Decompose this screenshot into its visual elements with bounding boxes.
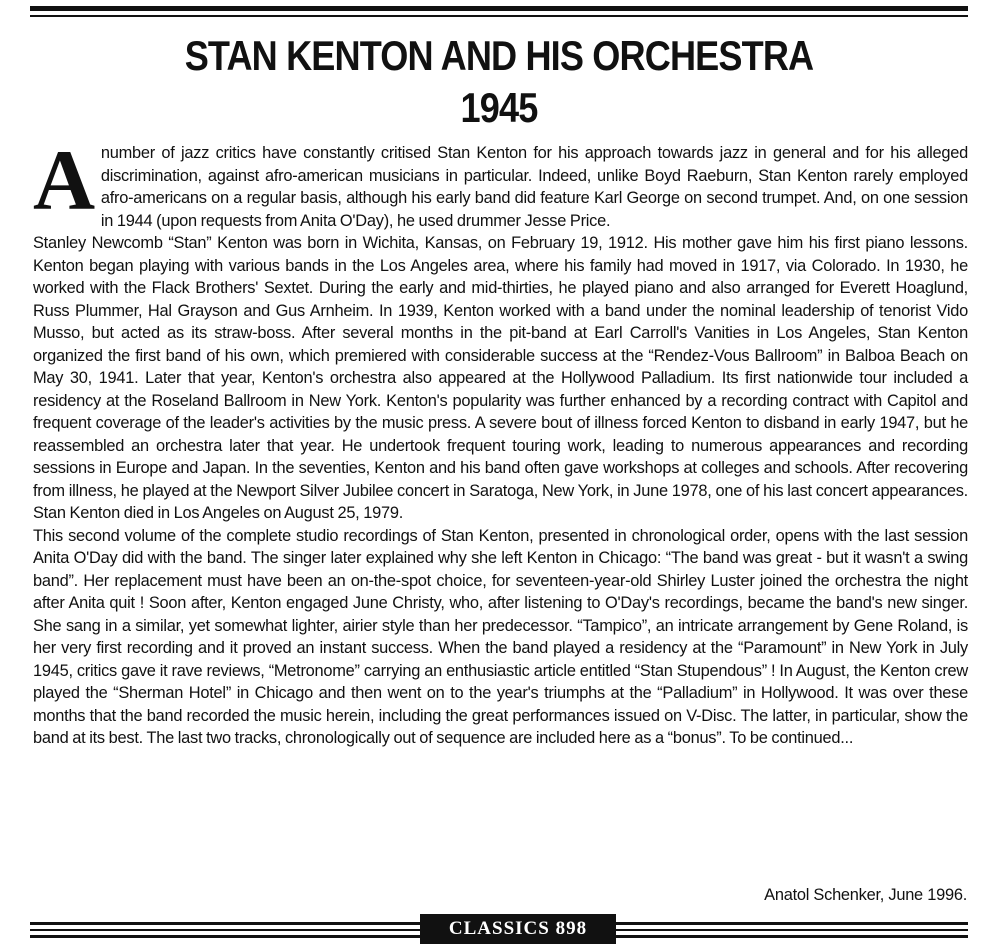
title-line-1: STAN KENTON AND HIS ORCHESTRA — [184, 32, 814, 79]
footer — [30, 914, 968, 944]
top-rule-thick — [30, 6, 968, 11]
top-rule — [30, 6, 968, 17]
paragraph-1 — [33, 132, 968, 232]
page-title — [96, 30, 903, 134]
paragraph-3: This second volume of the complete studio recordings of Stan Kenton, presented in chronological order, opens with the last session Anita O'Day did with the band. The singer later explained why she left Kenton in Chicago: “The band was great - but it wasn't a swing band”. Her replacement must have been an on-the-spot choice, for seventeen-year-old Shirley Luster joined the orchestra the night after Anita quit ! Soon after, Kenton engaged June Christy, who, after listening to O'Day's recordings, became the band's new singer. She sang in a similar, yet somewhat lighter, airier style than her predecessor. “Tampico”, an intricate arrangement by Gene Roland, is her very first recording and it proved an instant success. When the band played a residency at the “Paramount” in New York in July 1945, critics gave it rave reviews, “Metronome” carrying an enthusiastic article entitled “Stan Stupendous” ! In August, the Kenton crew played the “Sherman Hotel” in Chicago and then went on to the year's triumphs at the “Palladium” in Hollywood. It was over these months that the band recorded the music herein, including the great performances issued on V-Disc. The latter, in particular, show the band at its best. The last two tracks, chronologically out of sequence are included here as a “bonus”. To be continued... — [33, 526, 968, 747]
drop-cap: A — [33, 132, 95, 228]
paragraph-1-text: number of jazz critics have constantly critised Stan Kenton for his approach towards jazz in general and for his alleged discrimination, against afro-american musicians in particular. Indeed, unlike Boyd Raeburn, Stan Kenton rarely employed afro-americans on a regular basis, although his early band did feature Karl George on second trumpet. And, on one session in 1944 (upon requests from Anita O'Day), he used drummer Jesse Price. — [100, 144, 968, 230]
catalog-badge: CLASSICS 898 — [420, 914, 616, 944]
author-signature: Anatol Schenker, June 1996. — [764, 886, 967, 904]
title-line-2: 1945 — [460, 84, 538, 131]
top-rule-thin — [30, 15, 968, 17]
article-body — [33, 132, 968, 750]
paragraph-2: Stanley Newcomb “Stan” Kenton was born in Wichita, Kansas, on February 19, 1912. His mother gave him his first piano lessons. Kenton began playing with various bands in the Los Angeles area, where his family had moved in 1917, via Colorado. In 1930, he worked with the Flack Brothers' Sextet. During the early and mid-thirties, he played piano and also arranged for Everett Hoaglund, Russ Plummer, Hal Grayson and Gus Arnheim. In 1939, Kenton worked with a band under the nominal leadership of tenorist Vido Musso, but acted as its straw-boss. After several months in the pit-band at Earl Carroll's Vanities in Los Angeles, Stan Kenton organized the first band of his own, which premiered with considerable success at the “Rendez-Vous Ballroom” in Balboa Beach on May 30, 1941. Later that year, Kenton's orchestra also appeared at the Hollywood Palladium. Its first nationwide tour included a residency at the Roseland Ballroom in New York. Kenton's popularity was further enhanced by a recording contract with Capitol and frequent coverage of the leader's activities by the music press. A severe bout of illness forced Kenton to disband in early 1947, but he reassembled an orchestra later that year. He undertook frequent touring work, leading to numerous appearances and recording sessions in Europe and Japan. In the seventies, Kenton and his band often gave workshops at colleges and schools. After recovering from illness, he played at the Newport Silver Jubilee concert in Saratoga, New York, in June 1978, one of his last concert appearances. Stan Kenton died in Los Angeles on August 25, 1979. — [33, 234, 968, 522]
